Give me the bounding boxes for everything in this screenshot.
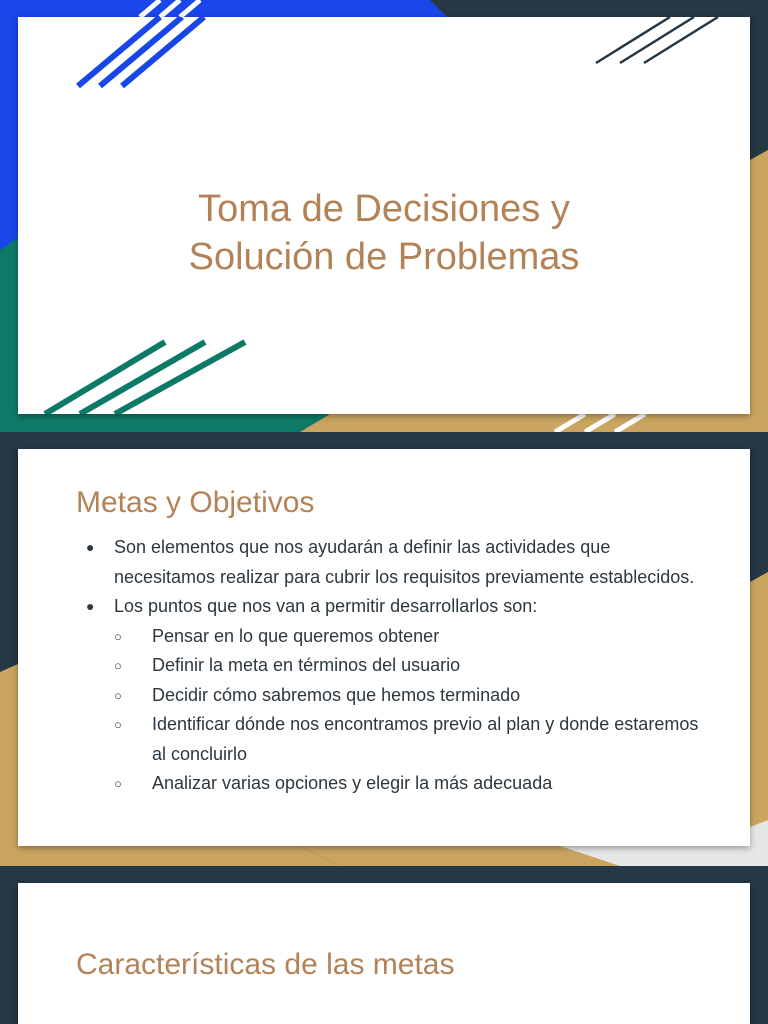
- list-item: [80, 533, 700, 592]
- sub-list-item: [114, 710, 700, 769]
- sub-list-item-text: Definir la meta en términos del usuario: [152, 655, 461, 675]
- sub-list-item-text: Identificar dónde nos encontramos previo al plan y donde estaremos al concluirlo: [152, 714, 699, 764]
- hollow-bullet-icon: ○: [114, 658, 122, 673]
- hollow-bullet-icon: ○: [114, 628, 122, 644]
- slide-title: [0, 0, 768, 432]
- sub-list-item: [114, 622, 700, 652]
- slide-goal-characteristics: [0, 866, 768, 1024]
- title-line-2: Solución de Problemas: [188, 236, 580, 278]
- presentation-title: [18, 185, 750, 281]
- content-card: [18, 883, 750, 1024]
- hollow-bullet-icon: ○: [114, 717, 122, 732]
- list-item: [80, 592, 700, 799]
- content-card: [18, 449, 750, 846]
- sub-list-item-text: Decidir cómo sabremos que hemos terminado: [152, 684, 521, 705]
- title-line-1: Toma de Decisiones y: [198, 188, 570, 230]
- title-card: [18, 17, 750, 414]
- list-item-text: Son elementos que nos ayudarán a definir las actividades que necesitamos realizar para cubrir los requisitos previamente establecidos.: [114, 537, 695, 587]
- slide-heading: Metas y Objetivos: [76, 486, 315, 519]
- sub-list-item: [114, 681, 700, 711]
- sub-list-item: [114, 651, 700, 681]
- hollow-bullet-icon: ○: [114, 687, 122, 703]
- slide-heading: Características de las metas: [76, 948, 455, 981]
- sub-list-item: [114, 769, 700, 799]
- sub-list-item-text: Analizar varias opciones y elegir la más adecuada: [152, 773, 553, 793]
- filled-bullet-icon: ●: [86, 598, 95, 614]
- hollow-bullet-icon: ○: [114, 776, 122, 791]
- slide-goals: [0, 432, 768, 866]
- sub-bullet-list: [114, 622, 700, 799]
- bullet-list: [80, 533, 700, 799]
- list-item-text: Los puntos que nos van a permitir desarrollarlos son:: [114, 596, 538, 616]
- filled-bullet-icon: ●: [86, 539, 95, 555]
- sub-list-item-text: Pensar en lo que queremos obtener: [152, 625, 440, 646]
